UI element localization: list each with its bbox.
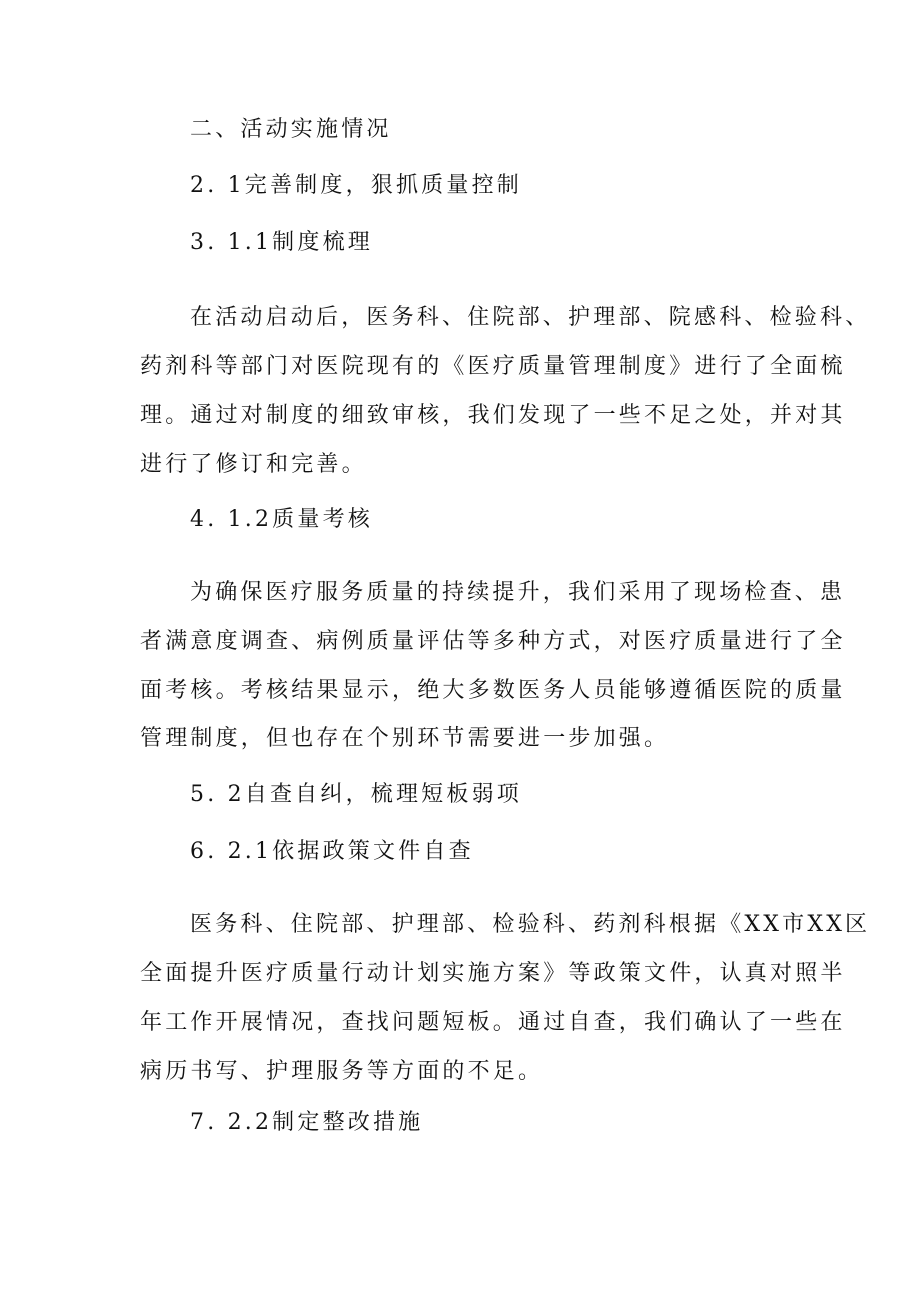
subsection-heading: 3. 1.1制度梳理 bbox=[190, 230, 373, 255]
paragraph-line: 在活动启动后，医务科、住院部、护理部、院感科、检验科、 bbox=[190, 305, 871, 330]
paragraph-line: 者满意度调查、病例质量评估等多种方式，对医疗质量进行了全 bbox=[140, 629, 846, 654]
section-heading: 二、活动实施情况 bbox=[190, 117, 392, 142]
paragraph-line: 药剂科等部门对医院现有的《医疗质量管理制度》进行了全面梳 bbox=[140, 354, 846, 379]
subsection-heading: 7. 2.2制定整改措施 bbox=[190, 1110, 424, 1135]
subsection-heading: 5. 2自查自纠，梳理短板弱项 bbox=[190, 782, 522, 807]
subsection-heading: 6. 2.1依据政策文件自查 bbox=[190, 839, 474, 864]
paragraph-line: 年工作开展情况，查找问题短板。通过自查，我们确认了一些在 bbox=[140, 1010, 846, 1035]
paragraph-line: 进行了修订和完善。 bbox=[140, 452, 367, 477]
paragraph-line: 理。通过对制度的细致审核，我们发现了一些不足之处，并对其 bbox=[140, 403, 846, 428]
paragraph-line: 全面提升医疗质量行动计划实施方案》等政策文件，认真对照半 bbox=[140, 961, 846, 986]
paragraph-line: 面考核。考核结果显示，绝大多数医务人员能够遵循医院的质量 bbox=[140, 678, 846, 703]
paragraph-line: 病历书写、护理服务等方面的不足。 bbox=[140, 1059, 544, 1084]
subsection-heading: 4. 1.2质量考核 bbox=[190, 507, 373, 532]
subsection-heading: 2. 1完善制度，狠抓质量控制 bbox=[190, 173, 522, 198]
paragraph-line: 医务科、住院部、护理部、检验科、药剂科根据《XX市XX区 bbox=[190, 912, 871, 937]
paragraph-line: 管理制度，但也存在个别环节需要进一步加强。 bbox=[140, 726, 670, 751]
paragraph-line: 为确保医疗服务质量的持续提升，我们采用了现场检查、患 bbox=[190, 580, 846, 605]
